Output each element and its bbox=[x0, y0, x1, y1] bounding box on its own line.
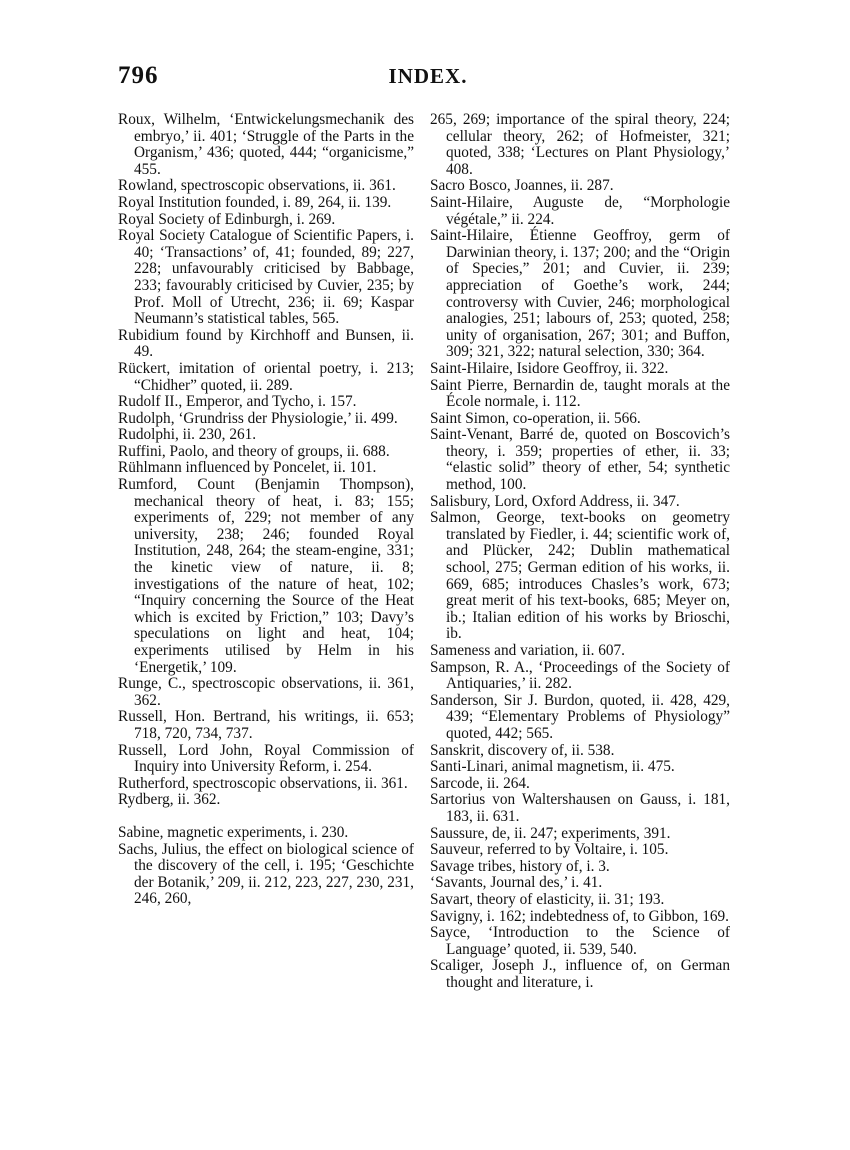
index-entry: Rückert, imitation of oriental poetry, i. 213; “Chidher” quoted, ii. 289. bbox=[118, 359, 414, 394]
section-gap bbox=[118, 809, 414, 825]
index-entry: Ruffini, Paolo, and theory of groups, ii. 688. bbox=[118, 442, 390, 460]
index-entry: Saint-Venant, Barré de, quoted on Boscovich’s theory, i. 359; properties of ether, ii. 33; “elastic solid” theory of ether, 54; synthetic method, 100. bbox=[430, 426, 730, 494]
index-entry: Sarcode, ii. 264. bbox=[430, 774, 530, 792]
index-entry: Saussure, de, ii. 247; experiments, 391. bbox=[430, 824, 671, 842]
index-entry: Savart, theory of elasticity, ii. 31; 193. bbox=[430, 890, 665, 908]
index-entry: Rumford, Count (Benjamin Thompson), mechanical theory of heat, i. 83; 155; experiments of, 229; not member of any university, 238; 246; founded Royal Institution, 248, 264; the steam-engine, 331; the kinetic view of nature, ii. 8; investigations of the nature of heat, 102; “Inquiry concerning the Source of the Heat which is excited by Friction,” 103; Davy’s speculations on light and heat, 104; experiments utilised by Helm in his ‘Energetik,’ 109. bbox=[118, 476, 414, 676]
index-entry: Salmon, George, text-books on geometry translated by Fiedler, i. 44; scientific work of, and Plücker, 242; Dublin mathematical school, 275; German edition of his works, ii. 669, 685; introduces Chasles’s work, 673; great merit of his text-books, 685; Meyer on, ib.; Italian edition of his works by Brioschi, ib. bbox=[430, 509, 730, 643]
index-entry: Royal Society of Edinburgh, i. 269. bbox=[118, 210, 336, 228]
index-entry: Sacro Bosco, Joannes, ii. 287. bbox=[430, 177, 614, 195]
index-entry: Rydberg, ii. 362. bbox=[118, 791, 221, 809]
running-head: INDEX. bbox=[388, 64, 468, 88]
index-entry: Scaliger, Joseph J., influence of, on German thought and literature, i. bbox=[430, 957, 730, 991]
page-header bbox=[118, 62, 738, 92]
index-entry: Royal Institution founded, i. 89, 264, ii. 139. bbox=[118, 193, 392, 211]
index-entry: Russell, Lord John, Royal Commission of Inquiry into University Reform, i. 254. bbox=[118, 741, 414, 776]
index-entry: Rühlmann influenced by Poncelet, ii. 101. bbox=[118, 459, 377, 477]
page-number: 796 bbox=[118, 62, 159, 89]
index-entry: Rutherford, spectroscopic observations, ii. 361. bbox=[118, 774, 408, 792]
index-entry: Saint-Hilaire, Étienne Geoffroy, germ of Darwinian theory, i. 137; 200; and the “Origin of Species,” 201; and Cuvier, ii. 239; appreciation of Goethe’s work, 244; controversy with Cuvier, 246; morphological analogies, 251; labours of, 253; quoted, 258; unity of organisation, 267; 301; and Buffon, 309; 321, 322; natural selection, 330; 364. bbox=[430, 227, 730, 361]
index-entry: Sachs, Julius, the effect on biological science of the discovery of the cell, i. 195; ‘Geschichte der Botanik,’ 209, ii. 212, 223, 227, 230, 231, 246, 260, bbox=[118, 840, 414, 908]
index-entry: Sabine, magnetic experiments, i. 230. bbox=[118, 823, 349, 841]
index-entry: Saint-Hilaire, Auguste de, “Morphologie végétale,” ii. 224. bbox=[430, 193, 730, 228]
index-entry: Sartorius von Waltershausen on Gauss, i. 181, 183, ii. 631. bbox=[430, 791, 730, 825]
index-entry: Sayce, ‘Introduction to the Science of Language’ quoted, ii. 539, 540. bbox=[430, 924, 730, 958]
index-entry: Santi-Linari, animal magnetism, ii. 475. bbox=[430, 758, 675, 776]
index-column-left bbox=[118, 112, 414, 908]
index-entry: Sampson, R. A., ‘Proceedings of the Society of Antiquaries,’ ii. 282. bbox=[430, 658, 730, 693]
index-entry: Runge, C., spectroscopic observations, ii. 361, 362. bbox=[118, 675, 414, 709]
index-column-right bbox=[430, 112, 730, 991]
index-entry: ‘Savants, Journal des,’ i. 41. bbox=[430, 874, 603, 892]
index-entry: Rowland, spectroscopic observations, ii. 361. bbox=[118, 177, 396, 195]
index-entry: Sanskrit, discovery of, ii. 538. bbox=[430, 741, 615, 759]
index-entry: Royal Society Catalogue of Scientific Papers, i. 40; ‘Transactions’ of, 41; founded, 89; 227, 228; unfavourably criticised by Babbage, 233; favourably criticised by Cuvier, 235; by Prof. Moll of Utrecht, 236; ii. 69; Kaspar Neumann’s statistical tables, 565. bbox=[118, 227, 414, 328]
index-entry: Sauveur, referred to by Voltaire, i. 105. bbox=[430, 841, 669, 859]
index-entry: Rubidium found by Kirchhoff and Bunsen, ii. 49. bbox=[118, 326, 414, 361]
index-entry: Salisbury, Lord, Oxford Address, ii. 347. bbox=[430, 492, 680, 510]
index-entry: Saint-Hilaire, Isidore Geoffroy, ii. 322. bbox=[430, 359, 669, 377]
index-entry: Saint Simon, co-operation, ii. 566. bbox=[430, 409, 641, 427]
index-entry: Russell, Hon. Bertrand, his writings, ii. 653; 718, 720, 734, 737. bbox=[118, 708, 414, 742]
index-entry: Sanderson, Sir J. Burdon, quoted, ii. 428, 429, 439; “Elementary Problems of Physiology” quoted, 442; 565. bbox=[430, 691, 730, 742]
index-entry: Rudolphi, ii. 230, 261. bbox=[118, 426, 257, 444]
index-entry: 265, 269; importance of the spiral theory, 224; cellular theory, 262; of Hofmeister, 321; quoted, 338; ‘Lectures on Plant Physiology,’ 408. bbox=[430, 111, 730, 178]
index-entry: Saint Pierre, Bernardin de, taught morals at the École normale, i. 112. bbox=[430, 376, 730, 411]
index-entry: Rudolf II., Emperor, and Tycho, i. 157. bbox=[118, 393, 357, 411]
index-entry: Savigny, i. 162; indebtedness of, to Gibbon, 169. bbox=[430, 907, 729, 925]
index-entry: Roux, Wilhelm, ‘Entwickelungsmechanik des embryo,’ ii. 401; ‘Struggle of the Parts in the Organism,’ 436; quoted, 444; “organicisme,” 455. bbox=[118, 111, 414, 178]
index-entry: Sameness and variation, ii. 607. bbox=[430, 642, 625, 659]
index-entry: Rudolph, ‘Grundriss der Physiologie,’ ii. 499. bbox=[118, 409, 398, 427]
index-entry: Savage tribes, history of, i. 3. bbox=[430, 857, 610, 875]
